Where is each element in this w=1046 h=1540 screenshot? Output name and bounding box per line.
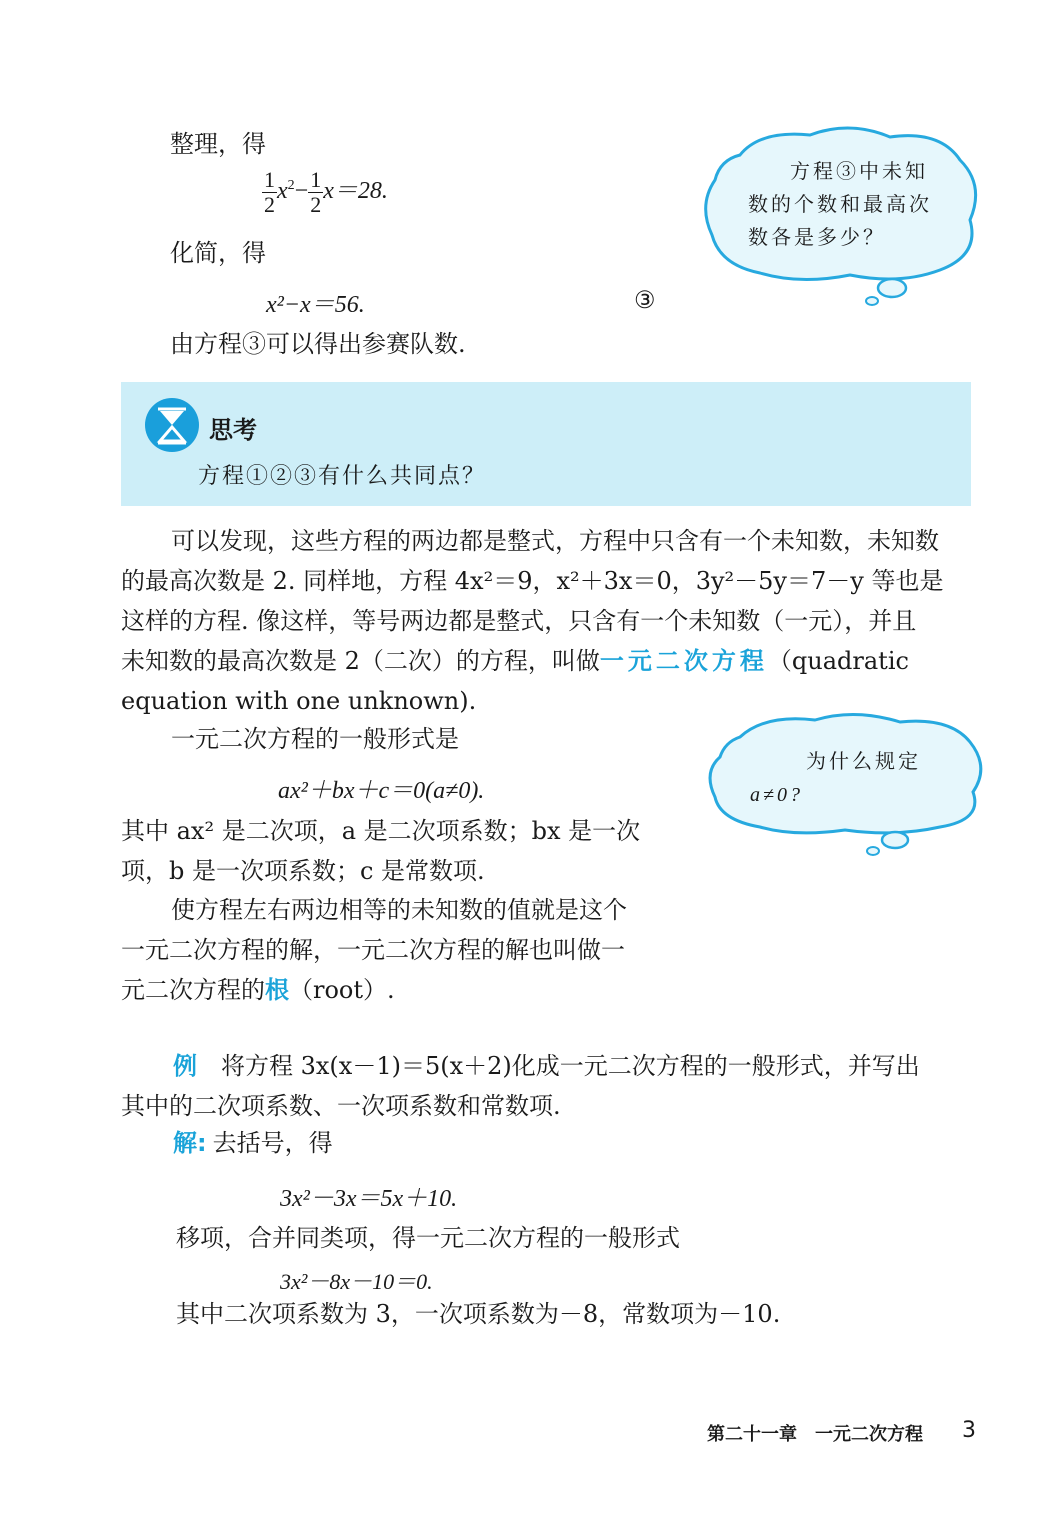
equation-fraction: $\frac{1}{2}$ $x^2-$ $\frac{1}{2}$ x＝28.	[264, 167, 388, 217]
think-question: 方程①②③有什么共同点？	[198, 464, 487, 489]
example-question: 例 将方程 3x(x－1)＝5(x＋2)化成一元二次方程的一般形式，并写出 其中的二次项系数、一次项系数和常数项.	[121, 1052, 920, 1120]
hourglass-icon	[144, 397, 200, 453]
footer-chapter: 第二十一章 一元二次方程	[707, 1424, 923, 1445]
solution-label: 解:	[173, 1129, 207, 1157]
equation: 3x²－8x－10＝0.	[280, 1269, 433, 1294]
page-number: 3	[962, 1418, 976, 1443]
term-root: 根	[265, 976, 289, 1004]
paragraph-definition: 可以发现，这些方程的两边都是整式，方程中只含有一个未知数，未知数 的最高次数是 2. 同样地，方程 4x²＝9，x²＋3x＝0，3y²－5y＝7－y 等也是 这样的方程. 像这样，等号两边都是整式，只含有一个未知数（一元），并且 未知数的最高次数是 2（二次）的方程，叫做一元二次方程（quadratic equation with one unknown).	[121, 527, 944, 715]
equation: x²−x＝56.	[266, 292, 365, 318]
cloud-text: 方程③中未知 数的个数和最高次 数各是多少？	[748, 159, 932, 249]
example-label: 例	[173, 1052, 197, 1080]
text-line: 整理，得	[170, 130, 266, 158]
think-title: 思考	[209, 416, 257, 444]
cloud-text: 为什么规定 a≠0?	[750, 749, 921, 806]
paragraph-root: 使方程左右两边相等的未知数的值就是这个 一元二次方程的解，一元二次方程的解也叫做一 元二次方程的根（root）.	[121, 896, 627, 1004]
equation: 3x²－3x＝5x＋10.	[280, 1186, 458, 1212]
text-line: 化简，得	[170, 239, 266, 267]
text-line: 由方程③可以得出参赛队数.	[170, 330, 466, 358]
paragraph-terms: 其中 ax² 是二次项，a 是二次项系数；bx 是一次 项，b 是一次项系数；c 是常数项.	[121, 817, 641, 885]
text-line: 其中二次项系数为 3，一次项系数为－8，常数项为－10.	[176, 1300, 781, 1328]
general-form-equation: ax²＋bx＋c＝0(a≠0).	[278, 778, 485, 804]
term-quadratic: 一元二次方程	[599, 647, 768, 675]
equation-tag: ③	[634, 286, 656, 314]
text-line: 一元二次方程的一般形式是	[171, 725, 459, 753]
solution-line: 解: 去括号，得	[173, 1129, 333, 1157]
text-line: 移项，合并同类项，得一元二次方程的一般形式	[176, 1224, 680, 1252]
